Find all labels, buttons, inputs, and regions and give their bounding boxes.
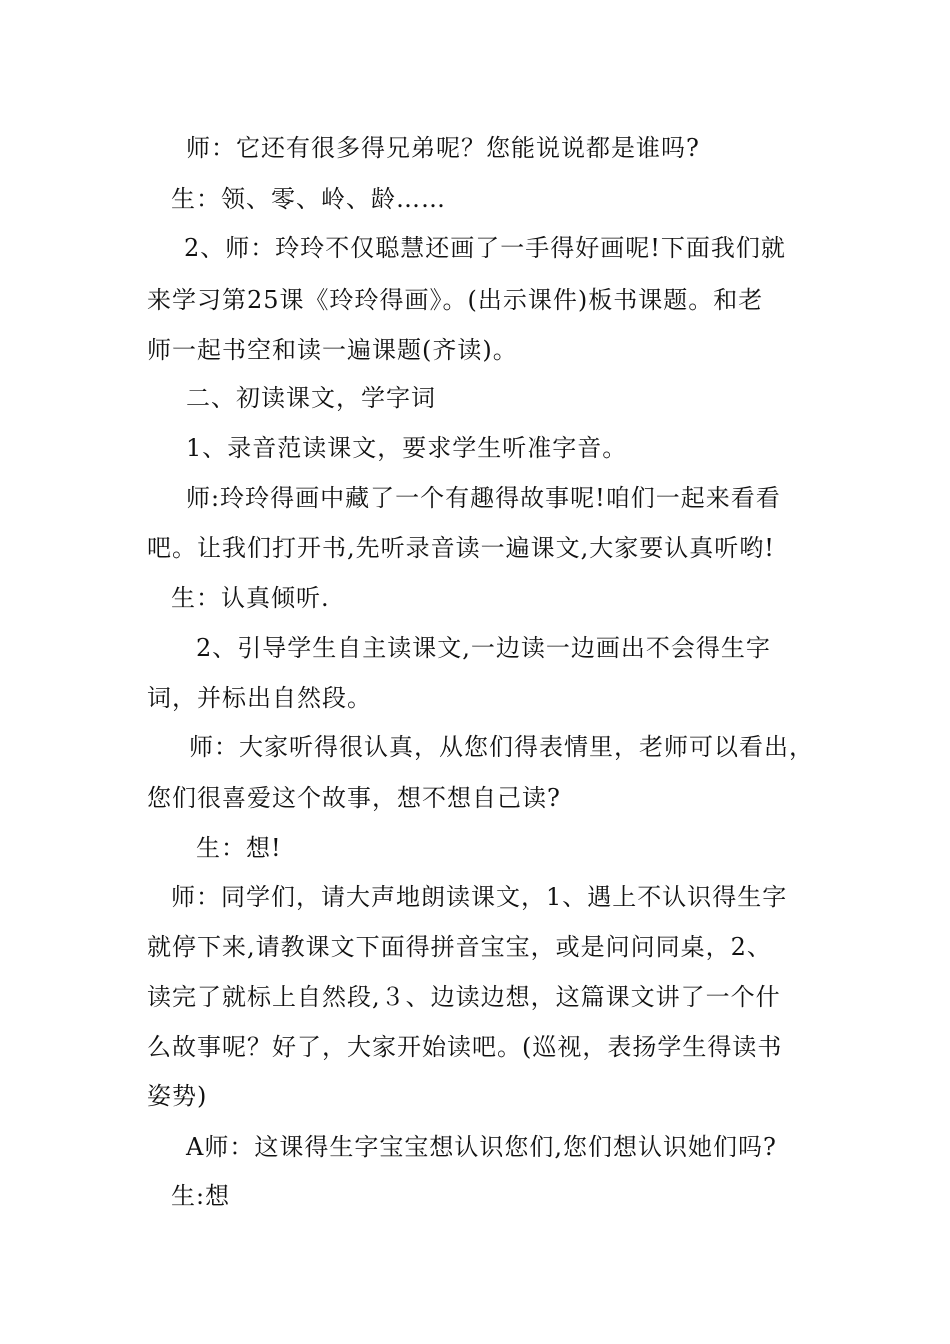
- text-line: 您们很喜爱这个故事，想不想自己读?: [147, 784, 561, 812]
- text-line: 就停下来,请教课文下面得拼音宝宝，或是问问同桌，2、: [147, 933, 772, 961]
- text-line: 词，并标出自然段。: [147, 684, 372, 712]
- text-line: 师：同学们，请大声地朗读课文，1、遇上不认识得生字: [171, 883, 788, 911]
- text-line: 师:玲玲得画中藏了一个有趣得故事呢!咱们一起来看看: [186, 484, 781, 512]
- text-line: 师一起书空和读一遍课题(齐读)。: [147, 336, 518, 364]
- text-line: 2、引导学生自主读课文,一边读一边画出不会得生字: [196, 634, 771, 662]
- text-line: 生:想: [171, 1182, 231, 1210]
- text-line: 么故事呢？好了，大家开始读吧。(巡视，表扬学生得读书: [147, 1033, 783, 1061]
- text-line: 生：想!: [196, 834, 282, 862]
- text-line: 生：认真倾听.: [171, 584, 330, 612]
- text-line: 师：大家听得很认真，从您们得表情里，老师可以看出，: [189, 733, 814, 761]
- text-line: 吧。让我们打开书,先听录音读一遍课文,大家要认真听哟!: [147, 534, 775, 562]
- text-line: 生：领、零、岭、龄……: [171, 185, 446, 213]
- text-line: 2、师：玲玲不仅聪慧还画了一手得好画呢!下面我们就: [184, 234, 786, 262]
- text-line: 姿势): [147, 1082, 208, 1110]
- text-line: A师：这课得生字宝宝想认识您们,您们想认识她们吗?: [186, 1133, 777, 1161]
- section-heading: 二、初读课文，学字词: [186, 384, 436, 412]
- text-line: 师：它还有很多得兄弟呢？您能说说都是谁吗?: [186, 134, 700, 162]
- text-line: 1、录音范读课文，要求学生听准字音。: [186, 434, 628, 462]
- text-line: 来学习第25课《玲玲得画》。(出示课件)板书课题。和老: [147, 286, 764, 314]
- text-line: 读完了就标上自然段,３、边读边想，这篇课文讲了一个什: [147, 983, 781, 1011]
